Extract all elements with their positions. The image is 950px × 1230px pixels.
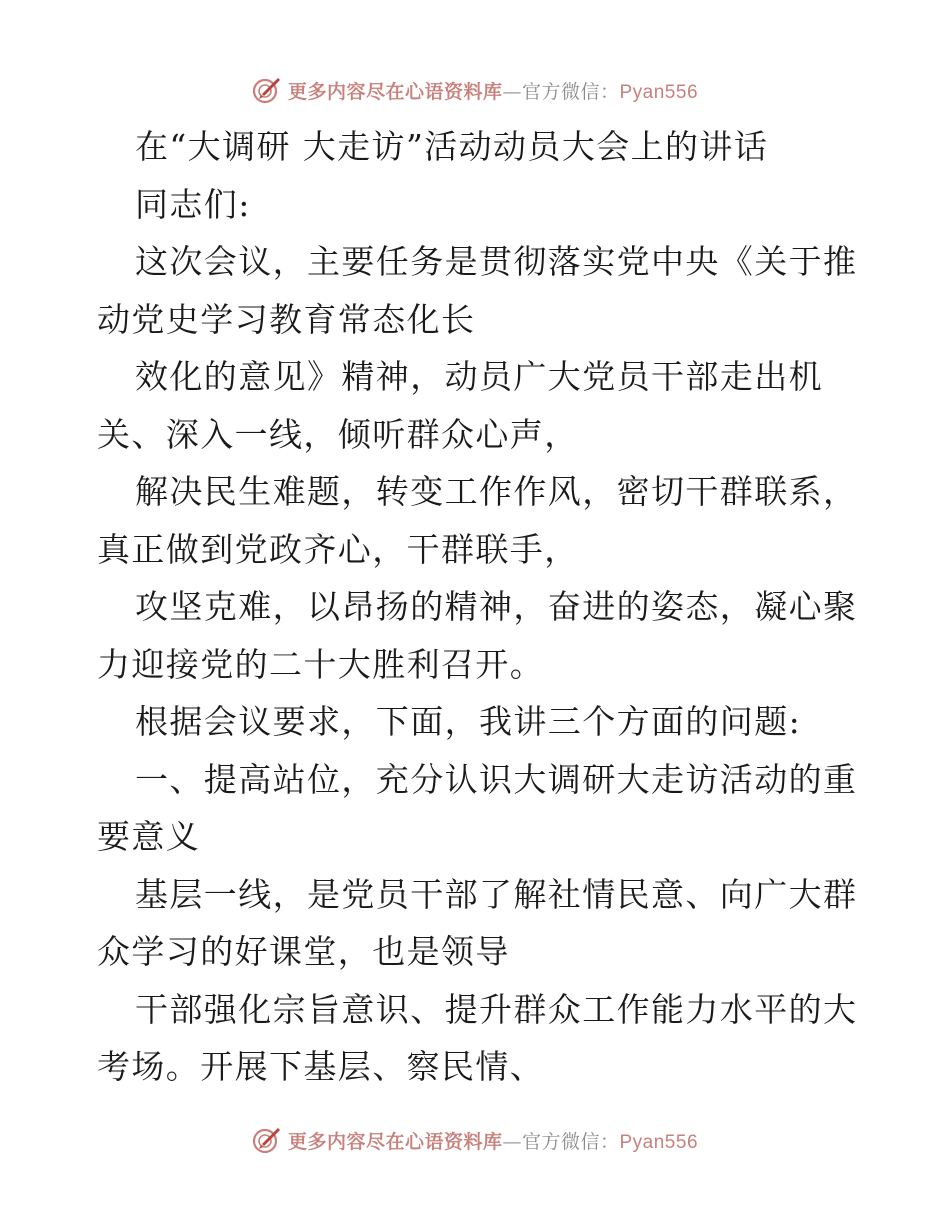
paragraph-line: 力迎接党的二十大胜利召开。 [97, 644, 545, 684]
watermark-dash: — [502, 1130, 522, 1153]
watermark-title: 更多内容尽在心语资料库 [287, 80, 503, 103]
paragraph-line: 关、深入一线，倾听群众心声， [97, 414, 579, 454]
paragraph-line: 根据会议要求，下面，我讲三个方面的问题: [135, 702, 802, 741]
paragraph-line: 众学习的好课堂，也是领导 [97, 932, 510, 971]
watermark-text [288, 1127, 698, 1154]
paragraph-line: 解决民生难题，转变工作作风，密切干群联系， [135, 472, 858, 511]
header-watermark [0, 72, 950, 108]
watermark-text [288, 77, 698, 104]
salutation: 同志们: [135, 184, 251, 224]
paragraph-line: 基层一线，是党员干部了解社情民意、向广大群 [135, 874, 858, 914]
section-heading: 一、提高站位，充分认识大调研大走访活动的重 [135, 759, 858, 799]
watermark-dash: — [502, 80, 522, 103]
quill-pen-logo-icon [252, 1125, 282, 1155]
quill-pen-logo-icon [252, 75, 282, 105]
watermark-wechat-id: Pyan556 [619, 1131, 699, 1153]
watermark-wechat-label: 官方微信： [521, 1130, 620, 1153]
paragraph-line: 动党史学习教育常态化长 [97, 299, 476, 339]
watermark-title: 更多内容尽在心语资料库 [287, 1130, 503, 1153]
document-title: 在“大调研 大走访”活动动员大会上的讲话 [135, 127, 769, 166]
paragraph-line: 这次会议，主要任务是贯彻落实党中央《关于推 [135, 242, 858, 281]
paragraph-line: 攻坚克难，以昂扬的精神，奋进的姿态，凝心聚 [135, 587, 858, 626]
watermark-wechat-label: 官方微信： [521, 80, 620, 103]
paragraph-line: 真正做到党政齐心，干群联手， [97, 529, 579, 569]
footer-watermark [0, 1122, 950, 1158]
watermark-wechat-id: Pyan556 [619, 81, 699, 103]
paragraph-line: 干部强化宗旨意识、提升群众工作能力水平的大 [135, 989, 858, 1029]
section-heading: 要意义 [97, 817, 201, 856]
paragraph-line: 考场。开展下基层、察民情、 [97, 1047, 545, 1086]
document-body [97, 118, 857, 1096]
paragraph-line: 效化的意见》精神，动员广大党员干部走出机 [135, 357, 823, 396]
